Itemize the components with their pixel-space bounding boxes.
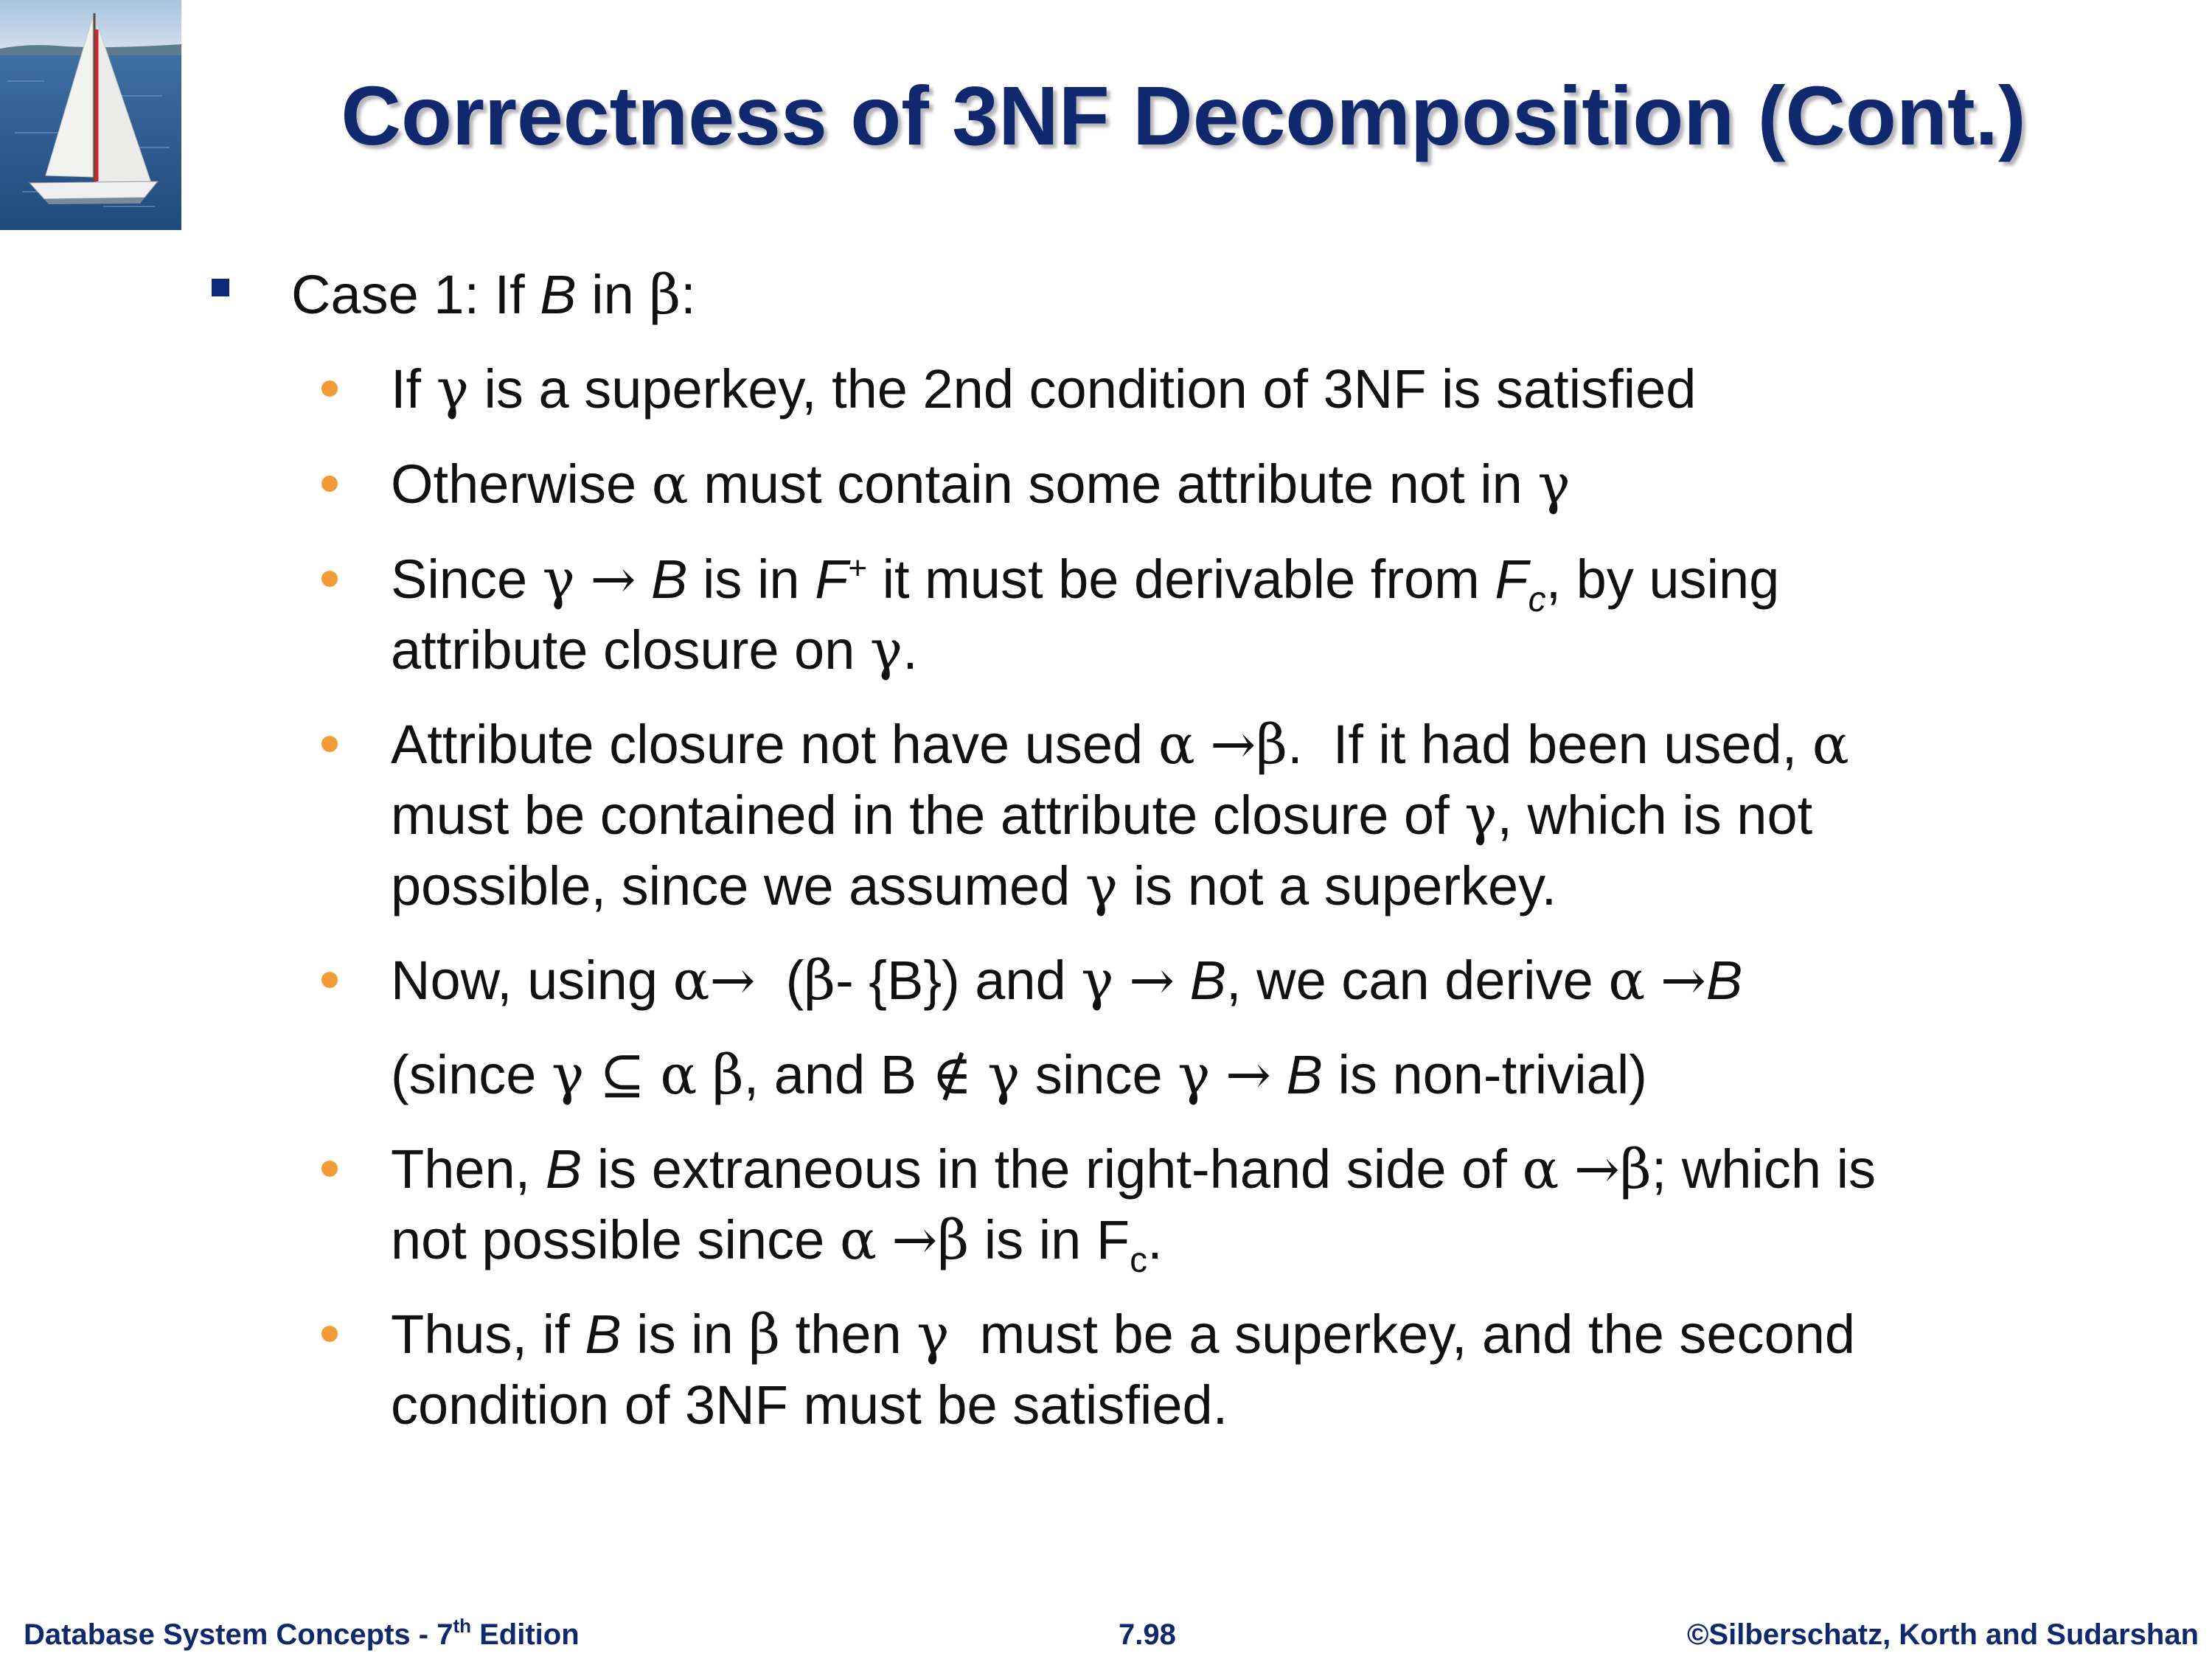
orange-bullet-icon: [321, 736, 338, 752]
bullet-item-1: If γ is a superkey, the 2nd condition of 3NF is satisfied: [391, 358, 1697, 421]
bullet-item-6-line-1: Then, B is extraneous in the right-hand side of α →β; which is: [391, 1138, 1877, 1201]
footer-page-number: 7.98: [1119, 1618, 1176, 1651]
bullet-item-7-line-1: Thus, if B is in β then γ must be a superkey, and the second: [391, 1303, 1856, 1366]
orange-bullet-icon: [321, 476, 338, 492]
case-var: B: [540, 264, 577, 325]
bullet-item-5-line-1: Now, using α→ (β- {B}) and γ → B, we can derive α →B: [391, 949, 1743, 1012]
bullet-item-4-line-2: must be contained in the attribute closure of γ, which is not: [391, 784, 1813, 847]
bullet-item-4-line-1: Attribute closure not have used α →β. If it had been used, α: [391, 713, 1849, 776]
bullet-item-4-line-3: possible, since we assumed γ is not a superkey.: [391, 855, 1557, 918]
square-bullet-icon: [212, 279, 229, 296]
bullet-item-2: Otherwise α must contain some attribute not in γ: [391, 453, 1571, 516]
orange-bullet-icon: [321, 1161, 338, 1177]
footer-left: Database System Concepts - 7th Edition: [24, 1615, 580, 1651]
page-title: Correctness of 3NF Decomposition (Cont.): [341, 69, 2026, 162]
case-heading: [291, 260, 696, 330]
case-greek: β: [649, 263, 681, 327]
case-suffix: :: [681, 264, 696, 325]
bullet-item-3-line-1: Since γ → B is in F+ it must be derivable from $F_c$, by using: [391, 548, 1780, 619]
bullet-item-3-line-2: attribute closure on γ.: [391, 619, 918, 682]
case-mid: in: [576, 264, 650, 325]
orange-bullet-icon: [321, 571, 338, 587]
case-prefix: Case 1: If: [291, 264, 540, 325]
orange-bullet-icon: [321, 972, 338, 988]
bullet-item-7-line-2: condition of 3NF must be satisfied.: [391, 1374, 1228, 1436]
footer-copyright: ©Silberschatz, Korth and Sudarshan: [1686, 1618, 2199, 1651]
bullet-item-6-line-2: not possible since α →β is in $F_c$.: [391, 1208, 1163, 1280]
orange-bullet-icon: [321, 1326, 338, 1342]
bullet-item-5-line-2: (since γ ⊆ α β, and B ∉ γ since γ → B is non-trivial): [391, 1043, 1647, 1107]
orange-bullet-icon: [321, 380, 338, 397]
